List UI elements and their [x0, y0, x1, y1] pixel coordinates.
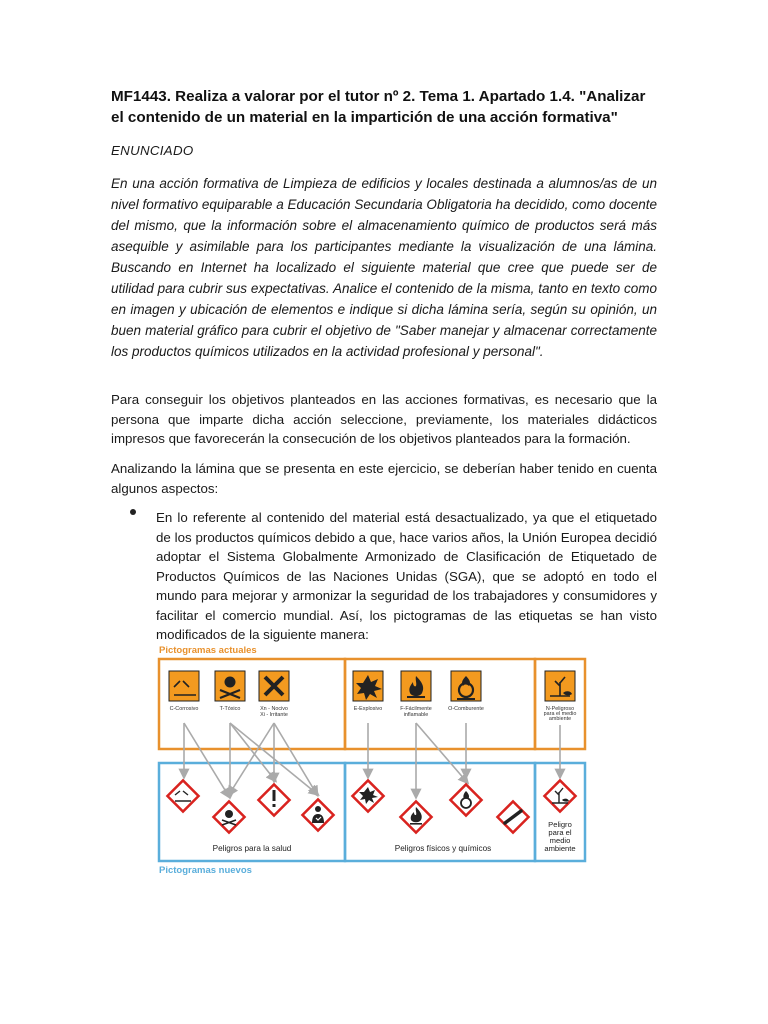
- exclamation-icon: [273, 790, 276, 801]
- group-label-physical: Peligros físicos y químicos: [394, 844, 492, 853]
- paragraph-objectives: Para conseguir los objetivos planteados en las acciones formativas, es necesario que la persona que imparte dicha acción seleccione, previamente, los materiales didácticos impresos que favorecerán la consecución de los objetivos planteados para la formación.: [111, 392, 657, 446]
- new-explosive-diamond: [352, 780, 383, 811]
- skull-icon: [225, 677, 236, 688]
- enunciado-text: En una acción formativa de Limpieza de edificios y locales destinada a alumnos/as de un nivel formativo equiparable a Educación Secundaria Obligatoria ha decidido, como docente del mismo, que la información sobre el almacenamiento químico de productos será más asequible y asimilable para los participantes mediante la visualización de una lámina. Buscando en Internet ha localizado el siguiente material que cree que puede ser de utilidad para cubrir sus expectativas. Analice el contenido de la misma, tanto en texto como en imagen y ubicación de elementos e indique si dicha lámina sería, según su opinión, un buen material gráfico para cubrir el objetivo de "Saber manejar y almacenar correctamente los productos químicos utilizados en la actividad profesional y personal".: [111, 176, 657, 359]
- new-environment-diamond: [544, 780, 575, 811]
- old-label-corrosive: C-Corrosivo: [169, 706, 199, 712]
- top-figure-title: Pictogramas actuales: [159, 645, 257, 656]
- new-gas-cylinder-diamond: [497, 801, 528, 832]
- old-label-oxidizer: O-Comburente: [448, 706, 484, 712]
- group-label-health: Peligros para la salud: [212, 844, 292, 853]
- pictograms-diagram: [156, 643, 596, 878]
- old-oxidizer-pictogram: [451, 671, 481, 701]
- paragraph-analysis: Analizando la lámina que se presenta en este ejercicio, se deberían haber tenido en cuenta algunos aspectos:: [111, 461, 657, 496]
- old-flammable-pictogram: [401, 671, 431, 701]
- old-label-explosive: E-Explosivo: [353, 706, 383, 712]
- group-label-env-2: para el: [548, 828, 572, 837]
- old-label-env-2: para el medio: [543, 711, 577, 717]
- old-label-harmful-2: Xi - Irritante: [260, 712, 288, 718]
- new-toxic-diamond: [213, 801, 244, 832]
- pictograms-figure: [156, 643, 596, 878]
- group-label-env-3: medio: [549, 836, 571, 845]
- new-flammable-diamond: [400, 801, 431, 832]
- old-corrosive-pictogram: [169, 671, 199, 701]
- group-label-env-1: Peligro: [548, 820, 572, 829]
- old-label-env-1: N-Peligroso: [545, 706, 575, 712]
- health-hazard-icon: [315, 806, 321, 812]
- old-label-flammable-1: F-Fácilmente: [400, 706, 432, 712]
- bottom-figure-title: Pictogramas nuevos: [159, 865, 252, 876]
- new-corrosive-diamond: [167, 780, 198, 811]
- new-oxidizer-diamond: [450, 784, 481, 815]
- group-label-env-4: ambiente: [544, 844, 576, 853]
- enunciado-heading: ENUNCIADO: [111, 143, 194, 158]
- old-toxic-pictogram: [215, 671, 245, 701]
- document-title: MF1443. Realiza a valorar por el tutor nº 2. Tema 1. Apartado 1.4. "Analizar el contenido de un material en la impartición de una acción formativa": [111, 88, 646, 126]
- old-explosive-pictogram: [353, 671, 383, 701]
- bullet-text-content: En lo referente al contenido del material está desactualizado, ya que el etiquetado de los productos químicos debido a que, hace varios años, la Unión Europea decidió adoptar el Sistema Globalmente Armonizado de Clasificación de Etiquetado de Productos Químicos de las Naciones Unidas (SGA), que se adoptó en todo el mundo para mejorar y armonizar la seguridad de los trabajadores y consumidores y facilitar el comercio mundial. Así, los pictogramas de las etiquetas se han visto modificados de la siguiente manera:: [156, 510, 657, 642]
- bullet-dot: [130, 509, 136, 515]
- old-label-env-3: ambiente: [548, 716, 572, 722]
- old-harmful-pictogram: [259, 671, 289, 701]
- new-health-hazard-diamond: [302, 799, 333, 830]
- old-label-toxic: T-Tóxico: [219, 706, 241, 712]
- old-environment-pictogram: [545, 671, 575, 701]
- new-exclamation-diamond: [258, 784, 289, 815]
- old-label-harmful-1: Xn - Nocivo: [260, 706, 288, 712]
- old-label-flammable-2: inflamable: [403, 712, 429, 718]
